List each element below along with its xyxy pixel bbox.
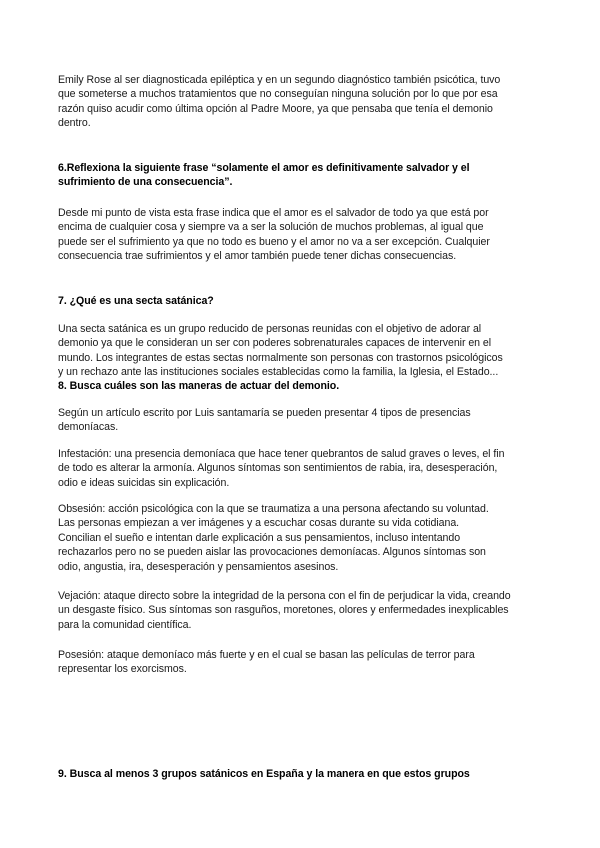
text-line: encima de cualquier cosa y siempre va a ser la solución de muchos problemas, al igual que <box>58 221 484 234</box>
text-line: Posesión: ataque demoníaco más fuerte y en el cual se basan las películas de terror para <box>58 649 475 661</box>
heading-line: 7. ¿Qué es una secta satánica? <box>58 295 214 307</box>
text-line: Emily Rose al ser diagnosticada epiléptica y en un segundo diagnóstico también psicótica, tuvo <box>58 74 501 86</box>
text-line: que someterse a muchos tratamientos que no conseguían ninguna solución por lo que por esa <box>58 88 498 101</box>
text-line: consecuencia trae sufrimientos y el amor también puede tener dichas consecuencias. <box>58 250 457 263</box>
text-line: mundo. Los integrantes de estas sectas normalmente son personas con trastornos psicológicos <box>58 351 503 364</box>
text-line: razón quiso acudir como última opción al Padre Moore, ya que pensaba que tenía el demonio <box>58 102 493 115</box>
text-line: y un rechazo ante las instituciones sociales establecidas como la familia, la Iglesia, el Estado... <box>58 366 499 379</box>
heading-line: 8. Busca cuáles son las maneras de actuar del demonio. <box>58 380 340 392</box>
text-line: de todo es alterar la armonía. Algunos síntomas son sentimientos de rabia, ira, desesperación, <box>58 462 498 475</box>
heading-line: 9. Busca al menos 3 grupos satánicos en España y la manera en que estos grupos <box>58 768 470 780</box>
text-line: Vejación: ataque directo sobre la integridad de la persona con el fin de perjudicar la vida, creando <box>58 590 511 602</box>
text-line: Concilian el sueño e intentan darle explicación a sus pensamientos, incluso intentando <box>58 531 461 544</box>
text-line: Obsesión: acción psicológica con la que se traumatiza a una persona afectando su voluntad. <box>58 503 489 515</box>
paragraph-obsesion <box>58 502 544 574</box>
text-line: puede ser el sufrimiento ya que no todo es bueno y el amor no va a ser excepción. Cualquier <box>58 235 490 248</box>
text-line: Infestación: una presencia demoníaca que hace tener quebrantos de salud graves o leves, el fin <box>58 448 505 460</box>
text-line: un desgaste físico. Sus síntomas son rasguños, moretones, olores y enfermedades inexplicables <box>58 604 509 617</box>
text-line: rechazarlos pero no se pueden aislar las provocaciones demoníacas. Algunos síntomas son <box>58 546 486 559</box>
paragraph-answer-6 <box>58 206 544 264</box>
text-line: Una secta satánica es un grupo reducido de personas reunidas con el objetivo de adorar al <box>58 323 482 335</box>
heading-question-9 <box>58 767 544 781</box>
text-line: odio, angustia, ira, desesperación y pensamientos asesinos. <box>58 560 339 573</box>
text-line: Según un artículo escrito por Luis santamaría se pueden presentar 4 tipos de presencias <box>58 407 471 419</box>
heading-line: 6.Reflexiona la siguiente frase “solamente el amor es definitivamente salvador y el <box>58 162 470 174</box>
text-line: demonio ya que le consideran un ser con poderes sobrenaturales capaces de intervenir en el <box>58 337 492 350</box>
text-line: odio e ideas suicidas sin explicación. <box>58 476 230 489</box>
paragraph-posesion <box>58 648 544 677</box>
text-line: dentro. <box>58 117 91 130</box>
paragraph-infestacion <box>58 447 544 490</box>
text-line: demoníacas. <box>58 421 119 434</box>
heading-question-8 <box>58 379 544 393</box>
heading-question-7 <box>58 294 544 308</box>
paragraph-answer-7 <box>58 322 544 380</box>
text-line: para la comunidad científica. <box>58 618 192 631</box>
text-line: representar los exorcismos. <box>58 663 187 676</box>
heading-question-6 <box>58 161 544 190</box>
heading-line: sufrimiento de una consecuencia”. <box>58 176 233 189</box>
paragraph-vejacion <box>58 589 544 632</box>
paragraph-intro-8 <box>58 406 544 435</box>
paragraph-emily-rose <box>58 73 544 131</box>
text-line: Desde mi punto de vista esta frase indica que el amor es el salvador de todo ya que está por <box>58 207 489 219</box>
text-line: Las personas empiezan a ver imágenes y a escuchar cosas durante su vida cotidiana. <box>58 517 460 530</box>
